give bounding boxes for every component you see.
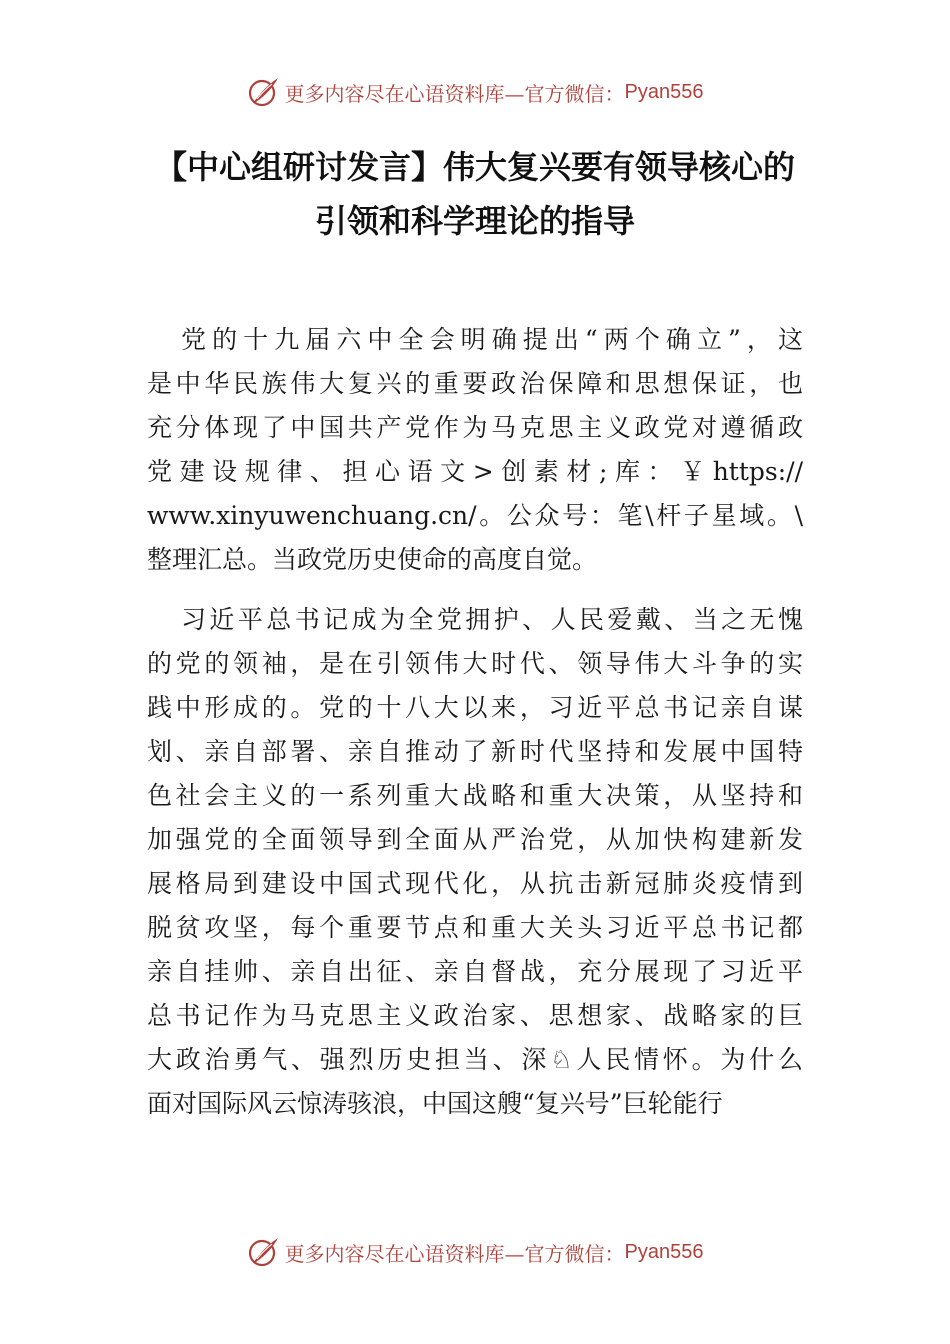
- header-banner-text: 更多内容尽在心语资料库—官方微信：: [284, 81, 625, 106]
- text-line: 面对国际风云惊涛骇浪，中国这艘“复兴号”巨轮能行: [147, 1089, 723, 1118]
- header-banner: [0, 72, 950, 112]
- text-line: 亲自挂帅、亲自出征、亲自督战，充分展现了习近平: [147, 957, 803, 986]
- text-line: www.xinyuwenchuang.cn/。公众号：笔\杆子星域。\: [147, 501, 803, 530]
- text-line: 色社会主义的一系列重大战略和重大决策，从坚持和: [147, 781, 803, 810]
- title-line: 引领和科学理论的指导: [314, 202, 635, 240]
- text-line: 党的十九届六中全会明确提出“两个确立”，这: [181, 325, 803, 354]
- text-line: 大政治勇气、强烈历史担当、深♘人民情怀。为什么: [147, 1045, 803, 1074]
- text-line: 加强党的全面领导到全面从严治党，从加快构建新发: [147, 825, 803, 854]
- text-line: 习近平总书记成为全党拥护、人民爱戴、当之无愧: [181, 605, 803, 634]
- text-line: 展格局到建设中国式现代化，从抗击新冠肺炎疫情到: [147, 869, 803, 898]
- text-line: 整理汇总。当政党历史使命的高度自觉。: [147, 545, 598, 574]
- text-line: 充分体现了中国共产党作为马克思主义政党对遵循政: [147, 413, 803, 442]
- title-line: 【中心组研讨发言】伟大复兴要有领导核心的: [154, 148, 795, 186]
- text-line: 划、亲自部署、亲自推动了新时代坚持和发展中国特: [147, 737, 803, 766]
- text-line: 是中华民族伟大复兴的重要政治保障和思想保证，也: [147, 369, 803, 398]
- text-line: 党建设规律、担心语文>创素材;库：￥https://: [147, 457, 803, 486]
- quill-logo-icon: [247, 1235, 281, 1269]
- text-line: 脱贫攻坚，每个重要节点和重大关头习近平总书记都: [147, 913, 803, 942]
- footer-banner: [0, 1232, 950, 1272]
- text-line: 的党的领袖，是在引领伟大时代、领导伟大斗争的实: [147, 649, 803, 678]
- text-line: 总书记作为马克思主义政治家、思想家、战略家的巨: [147, 1001, 803, 1030]
- text-line: 践中形成的。党的十八大以来，习近平总书记亲自谋: [147, 693, 803, 722]
- document-body: [147, 318, 803, 1142]
- footer-banner-contact: Pyan556: [624, 1240, 704, 1263]
- quill-logo-icon: [247, 75, 281, 109]
- document-title: [100, 140, 850, 248]
- paragraph: [147, 598, 803, 1126]
- header-banner-contact: Pyan556: [624, 80, 704, 103]
- paragraph: [147, 318, 803, 582]
- footer-banner-text: 更多内容尽在心语资料库—官方微信：: [284, 1241, 625, 1266]
